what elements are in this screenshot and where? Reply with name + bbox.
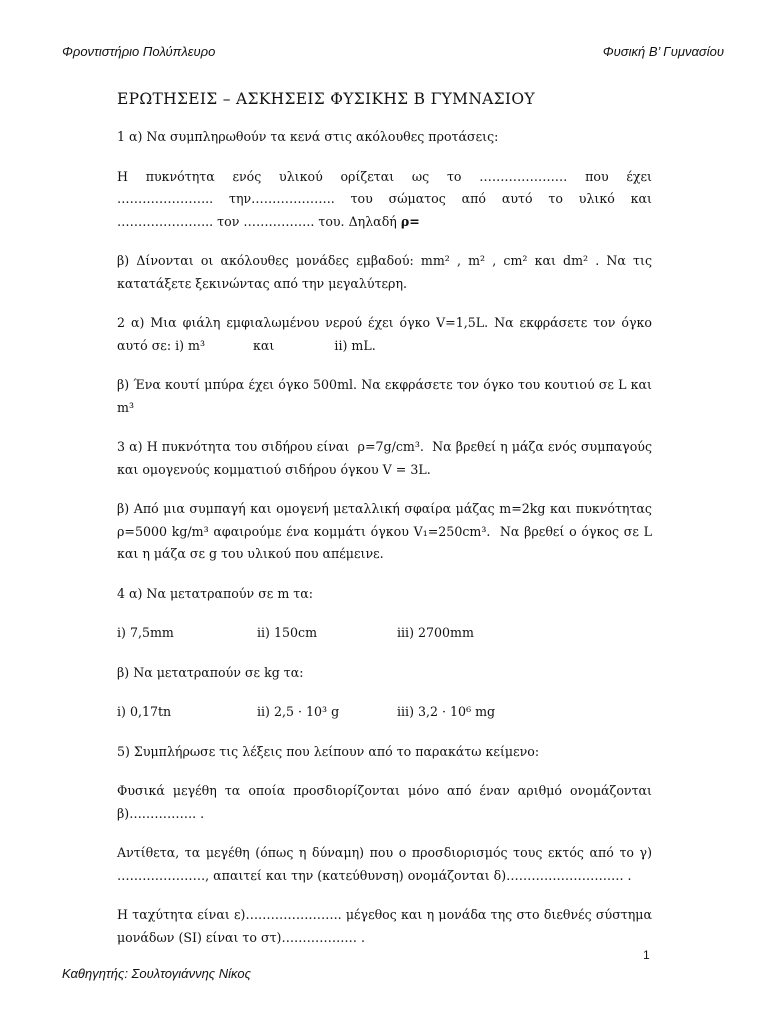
q5-intro: 5) Συμπλήρωσε τις λέξεις που λείπουν από το παρακάτω κείμενο: — [117, 743, 540, 759]
q4a-item-1: i) 7,5mm — [117, 625, 174, 640]
q5-paragraph-1: Φυσικά μεγέθη τα οποία προσδιορίζονται μόνο από έναν αριθμό ονομάζονται β)……………. . — [117, 783, 652, 821]
q1a-line-1: Η πυκνότητα ενός υλικού ορίζεται ως το ………………… που έχει — [117, 168, 652, 184]
q1a-line-3 — [117, 211, 652, 234]
header-left: Φροντιστήριο Πολύπλευρο — [62, 44, 216, 59]
q4a-item-2: ii) 150cm — [257, 625, 318, 640]
header-right: Φυσική Β’ Γυμνασίου — [602, 44, 724, 59]
q3b-text: β) Από μια συμπαγή και ομογενή μεταλλική σφαίρα μάζας m=2kg και πυκνότητας ρ=5000 kg/m³ αφαιρούμε ένα κομμάτι όγκου V₁=250cm³. Να βρεθεί ο όγκος σε L και η μάζα σε g του υλικού που απέμεινε. — [117, 501, 657, 561]
q5-paragraph-2: Αντίθετα, τα μεγέθη (όπως η δύναμη) που ο προσδιορισμός τους εκτός από το γ) …………………, απαιτεί και την (κατεύθυνση) ονομάζονται δ)………………………. . — [117, 845, 652, 883]
q5-paragraph-3: Η ταχύτητα είναι ε)………………….. μέγεθος και η μονάδα της στο διεθνές σύστημα μονάδων (SI) είναι το στ)……………… . — [117, 907, 652, 945]
q1a-text — [117, 166, 652, 234]
page-title: ΕΡΩΤΗΣΕΙΣ – ΑΣΚΗΣΕΙΣ ΦΥΣΙΚΗΣ Β ΓΥΜΝΑΣΙΟΥ — [117, 90, 535, 108]
footer-author: Καθηγητής: Σουλτογιάννης Νίκος — [62, 966, 251, 981]
q4b-item-2: ii) 2,5 · 10³ g — [257, 704, 340, 719]
q1a-line-3-text: ………………….. τον …………….. του. Δηλαδή — [117, 213, 401, 229]
q4b-intro: β) Να μετατραπούν σε kg τα: — [117, 664, 304, 680]
q4b-item-3: iii) 3,2 · 10⁶ mg — [397, 704, 496, 719]
q4a-item-3: iii) 2700mm — [397, 625, 474, 640]
q2a-text: 2 α) Μια φιάλη εμφιαλωμένου νερού έχει όγκο V=1,5L. Να εκφράσετε τον όγκο αυτό σε: i) m³ και ii) mL. — [117, 315, 657, 353]
q3a-text: 3 α) Η πυκνότητα του σιδήρου είναι ρ=7g/cm³. Να βρεθεί η μάζα ενός συμπαγούς και ομογενούς κομματιού σιδήρου όγκου V = 3L. — [117, 439, 657, 477]
document-body — [117, 90, 657, 966]
q4a-items — [117, 622, 652, 645]
q4b-items — [117, 701, 652, 724]
page-number: 1 — [643, 948, 650, 962]
q2b-text: β) Ένα κουτί μπύρα έχει όγκο 500ml. Να εκφράσετε τον όγκο του κουτιού σε L και m³ — [117, 377, 652, 415]
rho-symbol: ρ= — [400, 213, 420, 229]
q4b-item-1: i) 0,17tn — [117, 704, 172, 719]
q1a-line-2: ………………….. την……………….. του σώματος από αυτό το υλικό και — [117, 191, 652, 206]
q4a-intro: 4 α) Να μετατραπούν σε m τα: — [117, 585, 313, 601]
q1a-intro: 1 α) Να συμπληρωθούν τα κενά στις ακόλουθες προτάσεις: — [117, 129, 499, 144]
q1b-text: β) Δίνονται οι ακόλουθες μονάδες εμβαδού: mm² , m² , cm² και dm² . Να τις κατατάξετε ξεκινώντας από την μεγαλύτερη. — [117, 253, 652, 291]
